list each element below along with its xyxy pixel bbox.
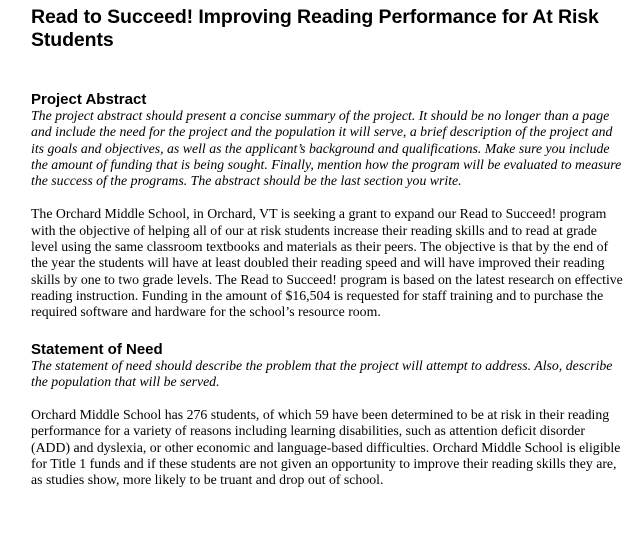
need-instructions: The statement of need should describe the problem that the project will attempt to address. Also, describe the population that will be served.: [31, 357, 613, 389]
section-heading-project-abstract: Project Abstract: [31, 91, 147, 108]
section-heading-statement-of-need: Statement of Need: [31, 340, 163, 358]
document-page: [31, 6, 623, 489]
document-title: Read to Succeed! Improving Reading Performance for At Risk Students: [31, 6, 599, 51]
abstract-instructions: The project abstract should present a concise summary of the project. It should be no longer than a page and include the need for the project and the population it will serve, a brief description of the project and its goals and objectives, as well as the applicant’s background and qualifications. Make sure you include the amount of funding that is being sought. Finally, mention how the program will be evaluated to measure the success of the programs. The abstract should be the last section you write.: [31, 108, 622, 189]
abstract-body-paragraph: The Orchard Middle School, in Orchard, VT is seeking a grant to expand our Read to Succeed! program with the objective of helping all of our at risk students increase their reading skills and to read at grade level using the same classroom textbooks and materials as their peers. The objective is that by the end of the year the students will have at least doubled their reading speed and will have improved their reading skills by one to two grade levels. The Read to Succeed! program is based on the latest research on effective reading instruction. Funding in the amount of $16,504 is requested for staff training and to purchase the required software and hardware for the school’s resource room.: [31, 206, 623, 320]
need-body-paragraph: Orchard Middle School has 276 students, of which 59 have been determined to be at risk in their reading performance for a variety of reasons including learning disabilities, such as attention deficit disorder (ADD) and dyslexia, or other economic and language-based difficulties. Orchard Middle School is eligible for Title 1 funds and if these students are not given an opportunity to improve their reading skills they are, as studies show, more likely to be truant and drop out of school.: [31, 407, 621, 488]
